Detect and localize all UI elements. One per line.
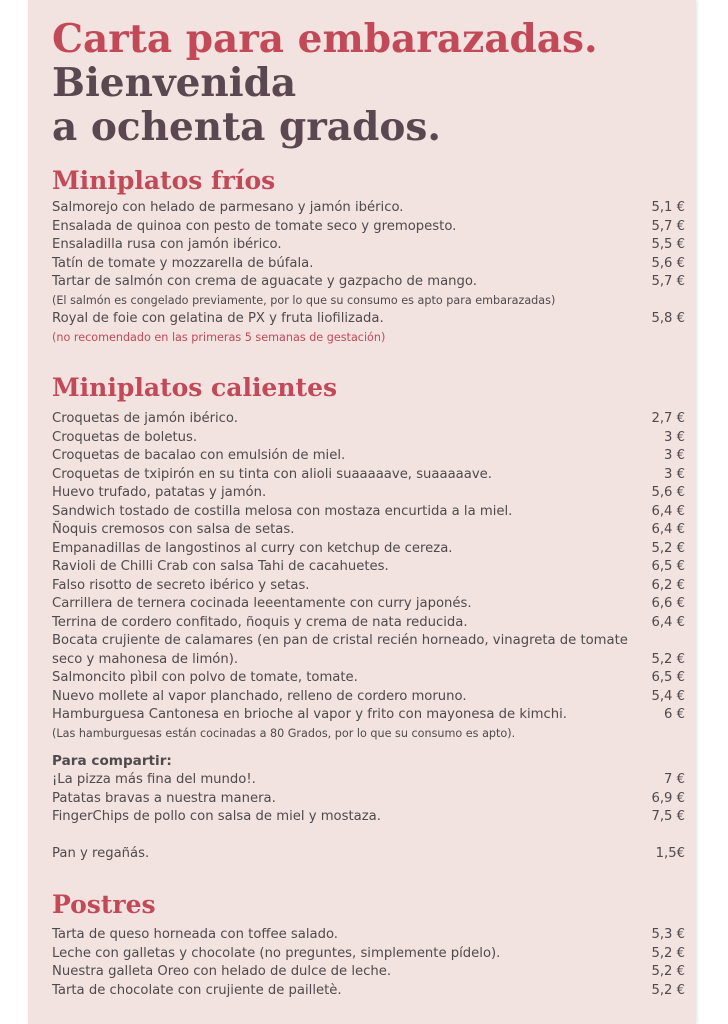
menu-item (52, 688, 685, 707)
menu-title-line-1: Carta para embarazadas. (52, 16, 598, 62)
menu-item (52, 632, 685, 669)
menu-item (52, 558, 685, 577)
menu-item (52, 595, 685, 614)
menu-item-name: Salmorejo con helado de parmesano y jamón ibérico. (52, 200, 404, 215)
menu-item-name: Carrillera de ternera cocinada leeentamente con curry japonés. (52, 596, 472, 611)
menu-item (52, 963, 685, 982)
menu-item-name: Tarta de chocolate con crujiente de pailletè. (52, 982, 342, 998)
menu-item-price: 6,4 € (651, 503, 685, 519)
menu-item (52, 429, 685, 448)
menu-item-name: Patatas bravas a nuestra manera. (52, 790, 276, 806)
menu-item-price: 5,2 € (651, 964, 685, 979)
menu-item-name: Nuestra galleta Oreo con helado de dulce de leche. (52, 964, 392, 979)
menu-item (52, 706, 685, 725)
menu-item-price: 5,8 € (651, 311, 685, 326)
menu-item (52, 273, 685, 292)
menu-item-price: 5,5 € (651, 237, 685, 252)
menu-item (52, 540, 685, 559)
menu-item-name: Huevo trufado, patatas y jamón. (52, 485, 267, 500)
menu-item (52, 614, 685, 633)
menu-item-name: FingerChips de pollo con salsa de miel y mostaza. (52, 809, 381, 824)
menu-item-price: 5,2 € (651, 982, 685, 998)
menu-item-price: 5,2 € (651, 540, 685, 556)
subheading-compartir: Para compartir: (52, 753, 172, 769)
menu-item (52, 808, 685, 827)
menu-item-price: 5,6 € (651, 485, 685, 500)
menu-item-name: Sandwich tostado de costilla melosa con mostaza encurtida a la miel. (52, 503, 513, 519)
menu-item-name: Tartar de salmón con crema de aguacate y gazpacho de mango. (52, 274, 477, 289)
menu-item (52, 503, 685, 522)
menu-item-price: 5,3 € (651, 927, 685, 942)
menu-page (28, 0, 696, 1024)
menu-item (52, 447, 685, 466)
menu-item-price: 5,4 € (651, 688, 685, 704)
menu-item-name: Croquetas de jamón ibérico. (52, 411, 238, 426)
menu-item-price: 6,2 € (651, 577, 685, 593)
calientes-list (52, 410, 685, 743)
menu-item-price: 6,4 € (651, 614, 685, 630)
menu-item-name: Falso risotto de secreto ibérico y setas. (52, 577, 310, 593)
menu-item-price: 5,1 € (651, 200, 685, 215)
menu-item-name: Croquetas de txipirón en su tinta con alioli suaaaaave, suaaaaave. (52, 466, 492, 482)
menu-item (52, 218, 685, 237)
menu-item (52, 310, 685, 329)
menu-item-price: 5,2 € (651, 945, 685, 961)
menu-item-name: Salmoncito pìbil con polvo de tomate, tomate. (52, 670, 358, 685)
menu-item (52, 845, 685, 864)
salmon-note: (El salmón es congelado previamente, por lo que su consumo es apto para embarazadas) (52, 293, 556, 307)
menu-item (52, 199, 685, 218)
menu-item-name: Nuevo mollete al vapor planchado, relleno de cordero moruno. (52, 688, 467, 704)
menu-item-price: 5,6 € (651, 255, 685, 271)
menu-item-name: Royal de foie con gelatina de PX y fruta liofilizada. (52, 311, 384, 326)
menu-item (52, 982, 685, 1001)
section-title-calientes: Miniplatos calientes (52, 373, 338, 402)
menu-item-name: Croquetas de boletus. (52, 429, 198, 445)
menu-item (52, 945, 685, 964)
menu-item-price: 5,7 € (651, 218, 685, 234)
menu-item (52, 669, 685, 688)
menu-item (52, 466, 685, 485)
menu-item-price: 5,7 € (651, 274, 685, 289)
menu-title-line-3: a ochenta grados. (52, 104, 441, 150)
menu-item (52, 771, 685, 790)
compartir-list (52, 771, 685, 827)
menu-item (52, 521, 685, 540)
menu-item-price: 2,7 € (651, 411, 685, 426)
menu-item-price: 3 € (664, 448, 685, 463)
menu-item (52, 577, 685, 596)
menu-item-name: ¡La pizza más fina del mundo!. (52, 772, 256, 787)
menu-item (52, 484, 685, 503)
foie-warning-note: (no recomendado en las primeras 5 semanas de gestación) (52, 330, 386, 344)
section-title-frios: Miniplatos fríos (52, 166, 276, 195)
menu-item-price: 6,5 € (651, 670, 685, 685)
pan-list (52, 845, 685, 864)
menu-item (52, 790, 685, 809)
menu-item-price: 3 € (664, 466, 685, 482)
menu-item-price: 6,4 € (651, 522, 685, 537)
menu-item (52, 926, 685, 945)
menu-item-price: 5,2 € (651, 651, 685, 667)
postres-list (52, 926, 685, 1000)
burger-note: (Las hamburguesas están cocinadas a 80 Grados, por lo que su consumo es apto). (52, 726, 516, 740)
menu-item-price: 6 € (664, 707, 685, 722)
section-title-postres: Postres (52, 890, 156, 919)
menu-item-price: 6,5 € (651, 559, 685, 574)
menu-item-price: 1,5€ (655, 846, 685, 861)
menu-item (52, 236, 685, 255)
menu-item-price: 6,6 € (651, 596, 685, 611)
menu-item-price: 6,9 € (651, 790, 685, 806)
menu-item-price: 7,5 € (651, 809, 685, 824)
menu-item-name: Ensaladilla rusa con jamón ibérico. (52, 237, 282, 252)
menu-item-name: Bocata crujiente de calamares (en pan de cristal recién horneado, vinagreta de tomate seco y mahonesa de limón). (52, 633, 628, 667)
menu-item-name: Pan y regañás. (52, 846, 150, 861)
menu-item-name: Croquetas de bacalao con emulsión de miel. (52, 448, 346, 463)
menu-title-line-2: Bienvenida (52, 60, 297, 106)
menu-item (52, 410, 685, 429)
menu-item-price: 3 € (664, 429, 685, 445)
menu-item-name: Leche con galletas y chocolate (no preguntes, simplemente pídelo). (52, 945, 501, 961)
menu-item-name: Ravioli de Chilli Crab con salsa Tahi de cacahuetes. (52, 559, 389, 574)
menu-item-price: 7 € (664, 772, 685, 787)
menu-item-name: Tarta de queso horneada con toffee salado. (52, 927, 338, 942)
menu-item-name: Terrina de cordero confitado, ñoquis y crema de nata reducida. (52, 614, 468, 630)
menu-item-name: Tatín de tomate y mozzarella de búfala. (52, 255, 314, 271)
menu-item (52, 255, 685, 274)
menu-item-name: Ñoquis cremosos con salsa de setas. (52, 522, 295, 537)
menu-item-name: Hamburguesa Cantonesa en brioche al vapor y frito con mayonesa de kimchi. (52, 707, 567, 722)
menu-item-name: Empanadillas de langostinos al curry con ketchup de cereza. (52, 540, 453, 556)
menu-item-name: Ensalada de quinoa con pesto de tomate seco y gremopesto. (52, 218, 457, 234)
frios-list (52, 199, 685, 347)
